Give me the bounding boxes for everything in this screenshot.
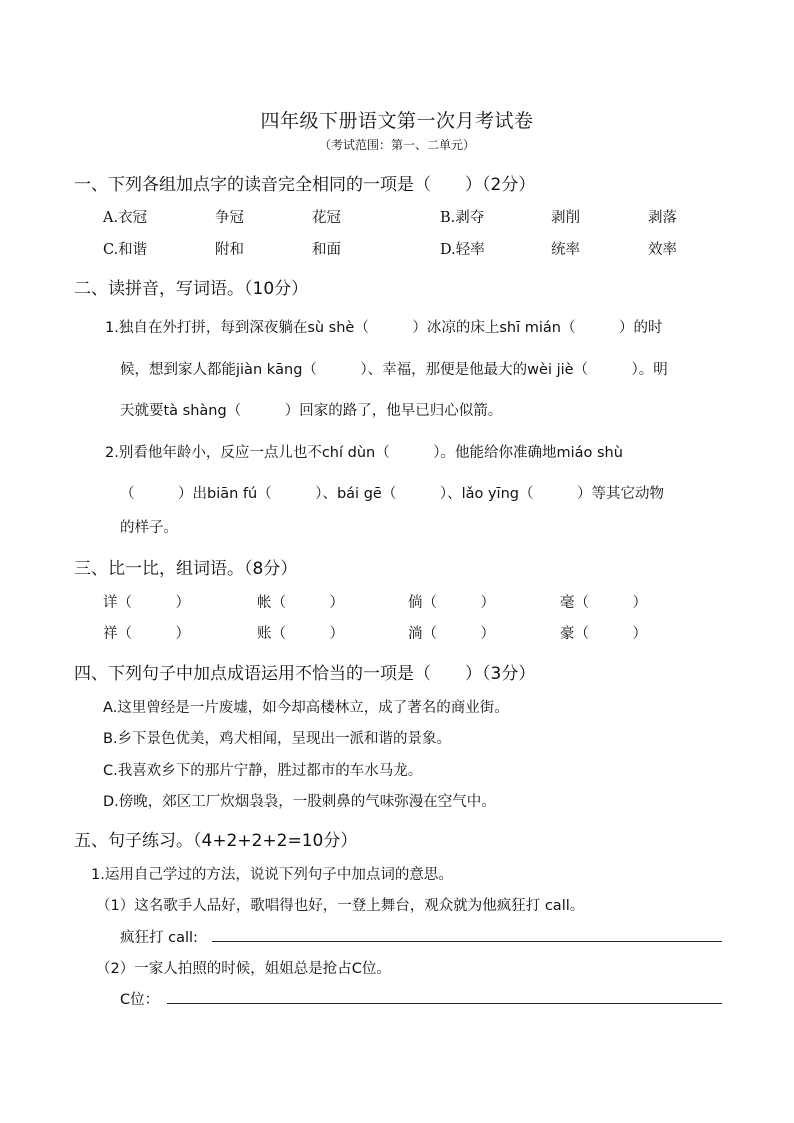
s1-option-b2: 剥削 xyxy=(551,210,580,226)
page-subtitle: （考试范围：第一、二单元） xyxy=(318,138,475,152)
answer-line-1b[interactable] xyxy=(167,1003,722,1004)
s1-option-c3: 和面 xyxy=(312,242,341,258)
s4-option-a: A.这里曾经是一片废墟，如今却高楼林立，成了著名的商业街。 xyxy=(103,700,509,716)
s1-option-d1: D.轻率 xyxy=(440,242,485,258)
section-5-heading: 五、句子练习。（4+2+2+2=10分） xyxy=(74,831,358,851)
s1-option-a2: 争冠 xyxy=(215,210,244,226)
s4-option-d: D.傍晚，郊区工厂炊烟袅袅，一股刺鼻的气味弥漫在空气中。 xyxy=(103,794,496,810)
s2-line-1: 1.独自在外打拼，每到深夜躺在sù shè（ ）冰凉的床上shī mián（ ）的时 xyxy=(105,320,663,336)
s1-option-d3: 效率 xyxy=(648,242,677,258)
s1-option-a1: A.衣冠 xyxy=(103,210,148,226)
section-1-heading: 一、下列各组加点字的读音完全相同的一项是（ ）（2分） xyxy=(74,175,536,195)
s3-item-4: 毫（ ） xyxy=(560,595,647,611)
s3-item-2: 帐（ ） xyxy=(257,595,344,611)
s3-item-6: 账（ ） xyxy=(257,626,344,642)
s3-item-5: 祥（ ） xyxy=(103,626,190,642)
s2-line-3: 天就要tà shàng（ ）回家的路了，他早已归心似箭。 xyxy=(120,403,503,419)
s4-option-b: B.乡下景色优美，鸡犬相闻，呈现出一派和谐的景象。 xyxy=(103,731,452,747)
s5-question-1a: （1）这名歌手人品好，歌唱得也好，一登上舞台，观众就为他疯狂打 call。 xyxy=(96,898,585,914)
section-4-heading: 四、下列句子中加点成语运用不恰当的一项是（ ）（3分） xyxy=(74,664,536,684)
section-3-heading: 三、比一比，组词语。（8分） xyxy=(74,559,298,579)
s3-item-1: 详（ ） xyxy=(103,595,190,611)
s4-option-c: C.我喜欢乡下的那片宁静，胜过都市的车水马龙。 xyxy=(103,763,423,779)
answer-line-1a[interactable] xyxy=(212,941,722,942)
s2-line-6: 的样子。 xyxy=(120,520,178,536)
s3-item-7: 淌（ ） xyxy=(408,626,495,642)
s5-question-1: 1.运用自己学过的方法，说说下列句子中加点词的意思。 xyxy=(91,867,453,883)
s2-line-2: 候，想到家人都能jiàn kāng（ ）、幸福，那便是他最大的wèi jiè（ ）。明 xyxy=(120,362,668,378)
page-title: 四年级下册语文第一次月考试卷 xyxy=(260,110,534,132)
s2-line-4: 2.别看他年龄小，反应一点儿也不chí dùn（ ）。他能给你准确地miáo shù xyxy=(105,445,623,461)
s1-option-c2: 附和 xyxy=(215,242,244,258)
s1-option-a3: 花冠 xyxy=(312,210,341,226)
s3-item-8: 豪（ ） xyxy=(560,626,647,642)
s1-option-b3: 剥落 xyxy=(648,210,677,226)
s1-option-c1: C.和谐 xyxy=(103,242,148,258)
s5-answer-label-1a: 疯狂打 call: xyxy=(120,930,198,946)
s1-option-d2: 统率 xyxy=(551,242,580,258)
s3-item-3: 倘（ ） xyxy=(408,595,495,611)
s5-answer-label-1b: C位： xyxy=(120,992,160,1008)
s5-question-1b: （2）一家人拍照的时候，姐姐总是抢占C位。 xyxy=(96,961,391,977)
s1-option-b1: B.剥夺 xyxy=(440,210,485,226)
section-2-heading: 二、读拼音，写词语。（10分） xyxy=(74,279,309,299)
s2-line-5: （ ）出biān fú（ ）、bái gē（ ）、lǎo yīng（ ）等其它动物 xyxy=(120,486,664,502)
